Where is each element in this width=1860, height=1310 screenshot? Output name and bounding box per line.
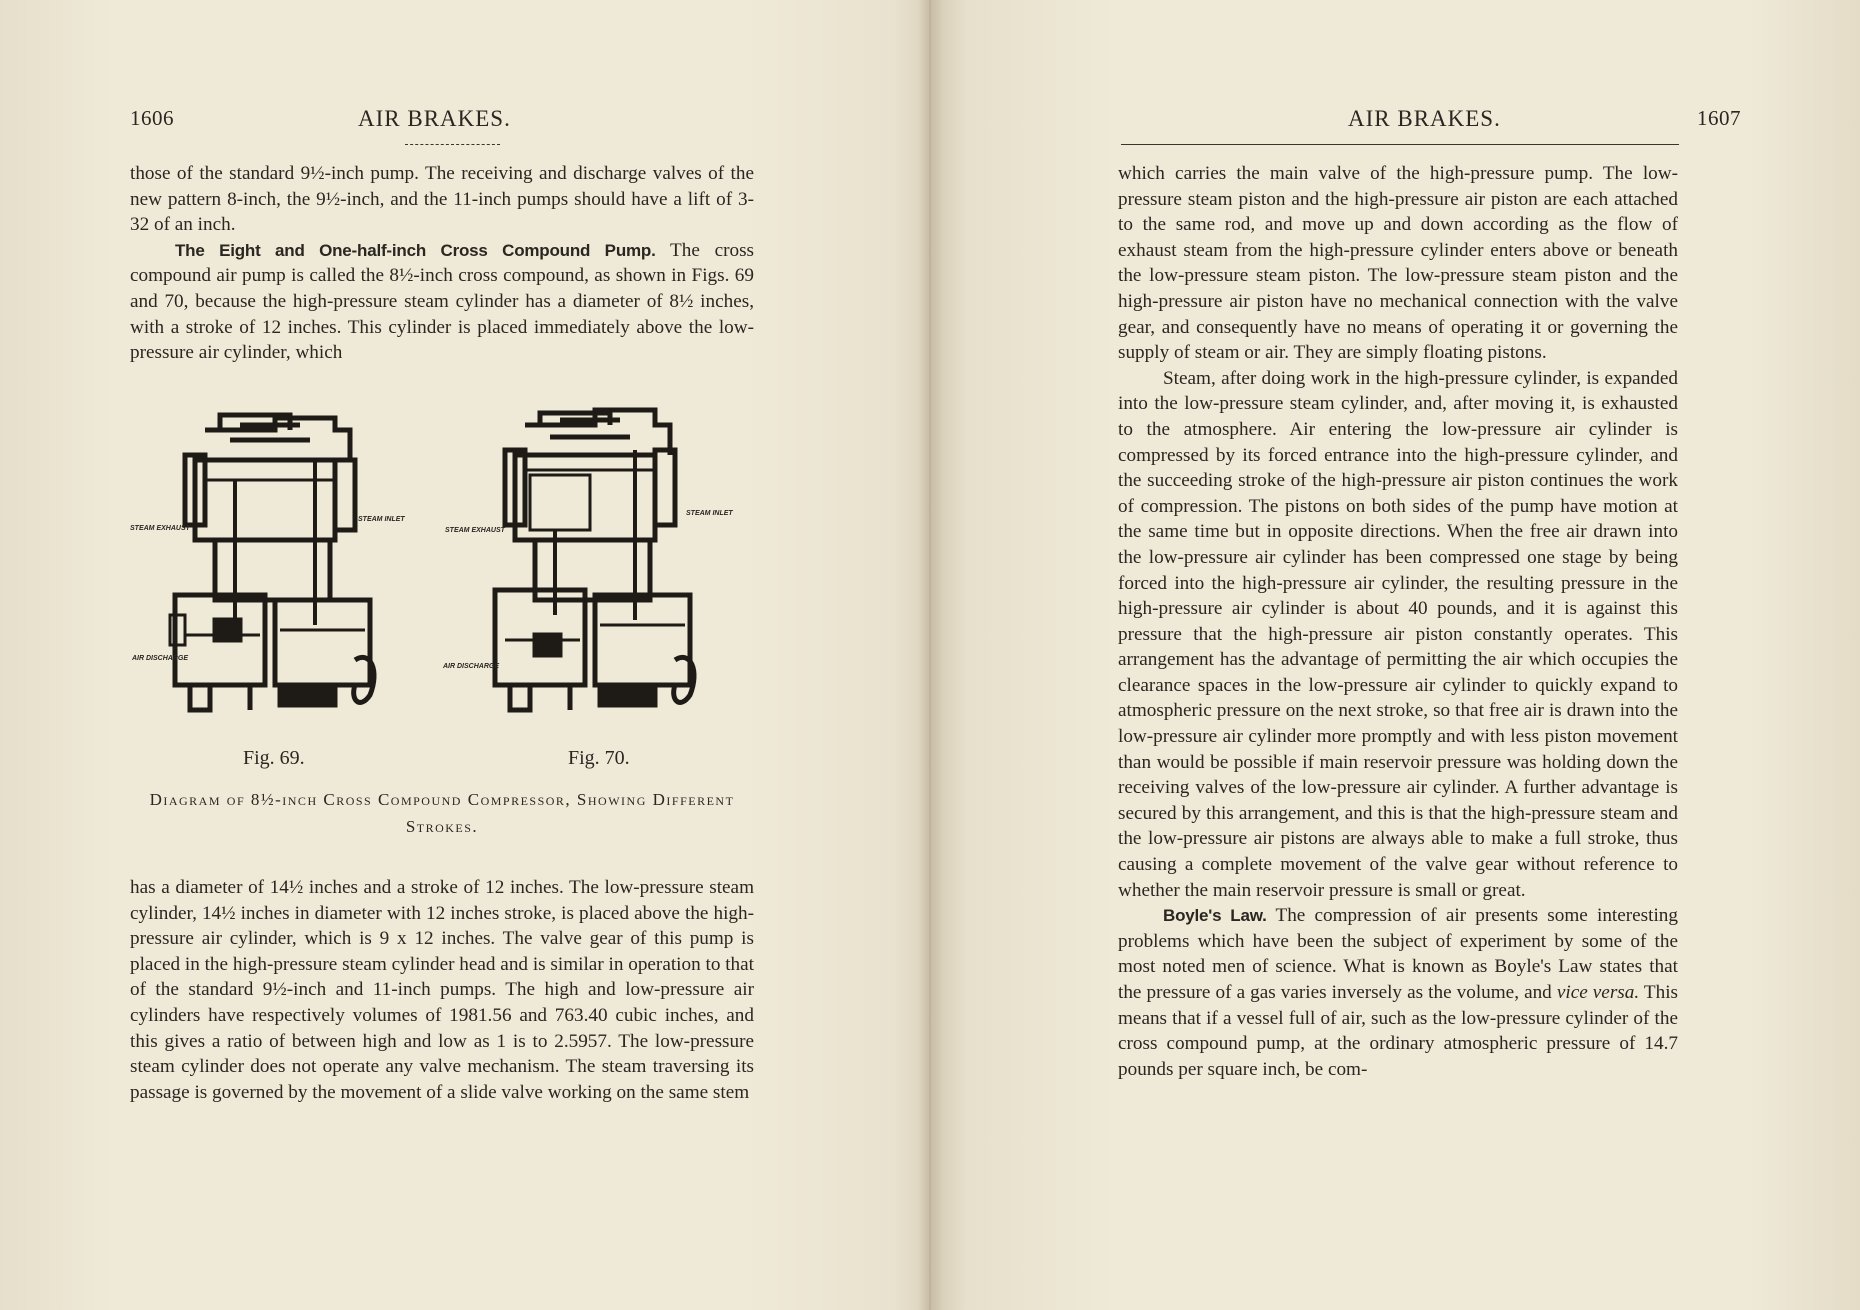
left-page [0,0,925,1310]
paragraph: has a diameter of 14½ inches and a stroke of 12 inches. The low-pressure steam cylinder, 14½ inches in diameter with 12 inches stroke, is placed above the high-pressure air cylinder, which is 9 x 12 inches. The valve gear of this pump is placed in the high-pressure steam cylinder head and is similar in operation to that of the standard 9½-inch and 11-inch pumps. The high and low-pressure air cylinders have respectively volumes of 1981.56 and 763.40 cubic inches, and this gives a ratio of between high and low as 1 is to 2.5957. The low-pressure steam cylinder does not operate any valve mechanism. The steam traversing its passage is governed by the movement of a slide valve working on the same stem [130,877,754,1103]
italic-phrase: vice versa. [1556,982,1640,1003]
fig70-label: Fig. 70. [568,747,630,769]
paragraph [1118,903,1678,1082]
paragraph-body: This means that if a vessel full of air, such as the low-pressure cylinder of the cross compound pump, at the ordinary atmospheric pressure of 14.7 pounds per square inch, be com- [1118,982,1678,1080]
text-block-bottom [130,875,754,1105]
running-title: AIR BRAKES. [1348,106,1501,131]
text-block-top [130,161,754,366]
right-page [935,0,1860,1310]
fig70-label-air-discharge: AIR DISCHARGE [443,663,500,670]
paragraph: which carries the main valve of the high-pressure pump. The low-pressure steam piston and the high-pressure air piston are each attached to the same rod, and move up and down according as the flow of exhaust steam from the high-pressure cylinder enters above or beneath the low-pressure steam piston. The low-pressure steam piston and the high-pressure air piston have no mechanical connection with the valve gear, and consequently have no means of operating it or governing the supply of steam or air. They are simply floating pistons. [1118,163,1678,364]
running-title: AIR BRAKES. [358,106,511,131]
figure-caption: Diagram of 8½-inch Cross Compound Compressor, Showing Different Strokes. [149,790,735,836]
fig70-label-steam-exhaust: STEAM EXHAUST [445,527,505,534]
paragraph: Steam, after doing work in the high-pressure cylinder, is expanded into the low-pressure steam cylinder, and, after moving it, is exhausted to the atmosphere. Air entering the low-pressure air cylinder is compressed by its forced entrance into the high-pressure cylinder, and the succeeding stroke of the high-pressure air piston continues the work of compression. The pistons on both sides of the pump have motion at the same time but in opposite directions. When the free air drawn into the low-pressure air cylinder has been compressed one stage by being forced into the high-pressure air cylinder, the resulting pressure in the high-pressure air cylinder is about 40 pounds, and it is against this pressure that the high-pressure air piston constantly operates. This arrangement has the advantage of permitting the air which occupies the clearance spaces in the low-pressure air cylinder to quickly expand to atmospheric pressure on the next stroke, so that free air is drawn into the low-pressure air cylinder more promptly and with less piston movement than would be possible if main reservoir pressure was holding down the receiving valves of the low-pressure air cylinder. A further advantage is secured by this arrangement, and this is that the high-pressure steam and the low-pressure air pistons are always able to make a full stroke, thus causing a complete movement of the valve gear without reference to whether the main reservoir pressure is small or great. [1118,367,1678,901]
paragraph-body: The cross compound air pump is called the 8½-inch cross compound, as shown in Figs. 69 and 70, because the high-pressure steam cylinder has a diameter of 8½ inches, with a stroke of 12 inches. This cylinder is placed immediately above the low-pressure air cylinder, which [130,239,755,364]
page-number: 1607 [1697,106,1741,130]
paragraph: those of the standard 9½-inch pump. The receiving and discharge valves of the new pattern 8-inch, the 9½-inch, and the 11-inch pumps should have a lift of 3-32 of an inch. [130,163,754,236]
section-heading: The Eight and One-half-inch Cross Compound Pump. [175,240,656,260]
fig70-label-steam-inlet: STEAM INLET [686,510,733,517]
page-number: 1606 [130,106,174,130]
fig69-label: Fig. 69. [243,747,305,769]
paragraph [130,238,754,366]
fig69-label-steam-inlet: STEAM INLET [358,516,405,523]
fig69-label-steam-exhaust: STEAM EXHAUST [130,525,190,532]
paragraph-body: The compression of air presents some interesting problems which have been the subject of experiment by some of the most noted men of science. What is known as Boyle's Law states that the pressure of a gas varies inversely as the volume, and [1118,905,1678,1003]
fig69-label-air-discharge: AIR DISCHARGE [132,655,189,662]
pump-diagram [130,405,754,735]
section-heading: Boyle's Law. [1163,906,1267,926]
fig69-drawing [170,415,374,710]
header-rule [1121,144,1679,145]
header-rule [405,144,500,145]
text-block [1118,161,1678,1082]
figure [130,405,754,769]
fig70-drawing [495,410,694,710]
